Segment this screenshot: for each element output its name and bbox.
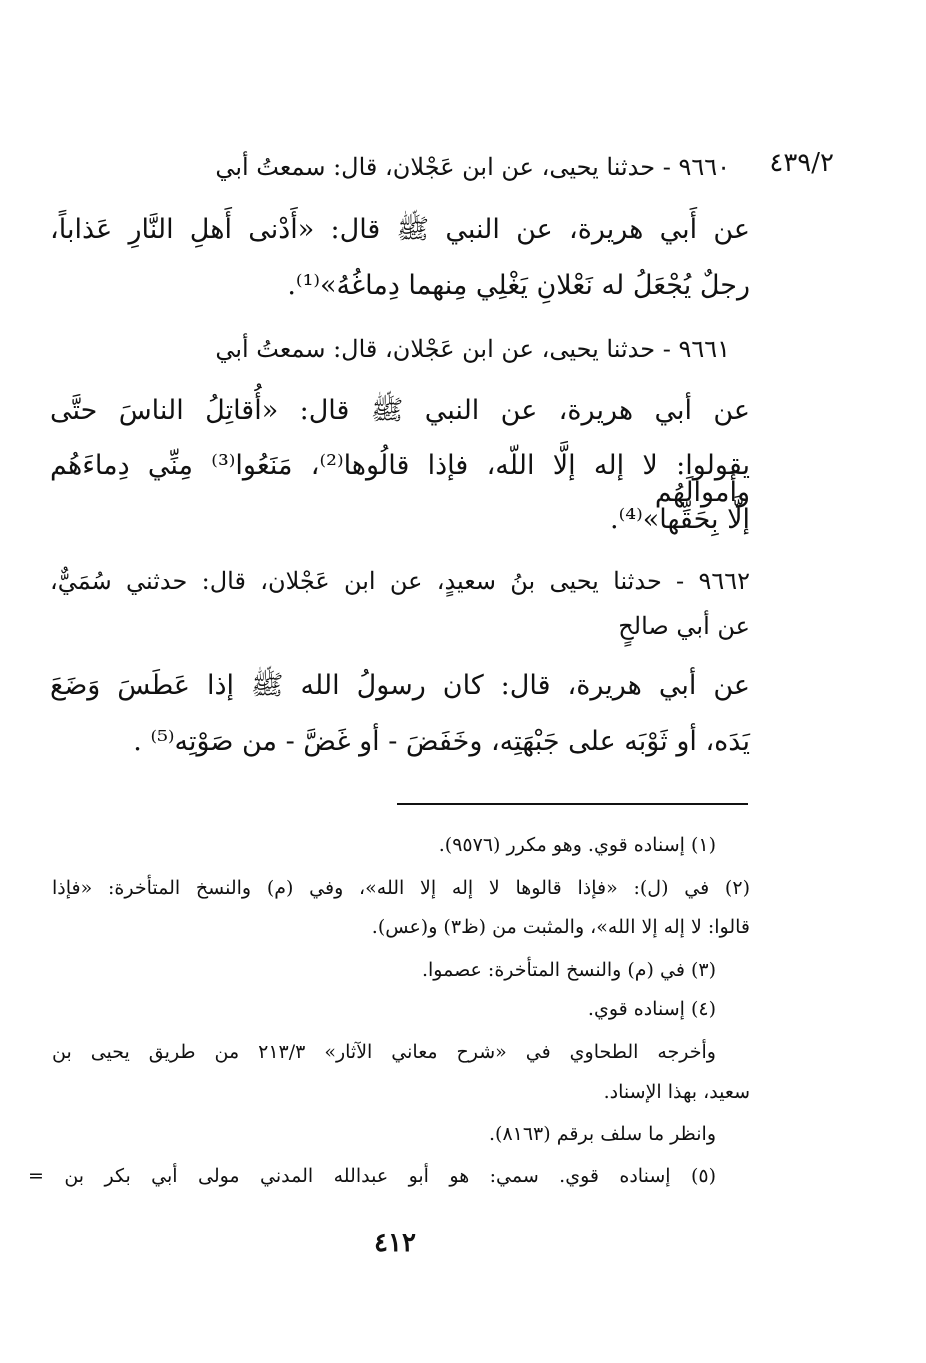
footnote-3: (٣) في (م) والنسخ المتأخرة: عصموا. xyxy=(421,959,716,981)
hadith-9662-matn-line-1: عن أبي هريرة، قال: كان رسولُ الله ﷺ إذا عَطَسَ وَضَعَ xyxy=(50,670,750,701)
hadith-9661-matn-line-3: إلَّا بِحَقِّها»⁽⁴⁾. xyxy=(610,504,750,535)
page-number: ٤١٢ xyxy=(374,1228,416,1258)
hadith-9661-matn-line-1: عن أبي هريرة، عن النبي ﷺ قال: «أُقاتِلُ الناسَ حتَّى xyxy=(50,395,750,426)
hadith-9662-isnad-line-2: عن أبي صالحٍ xyxy=(618,612,750,640)
hadith-9662-isnad-line-1: ٩٦٦٢ - حدثنا يحيى بنُ سعيدٍ، عن ابن عَجْلان، قال: حدثني سُمَيٌّ، xyxy=(50,567,750,595)
footnote-5: (٥) إسناده قوي. سمي: هو أبو عبدالله المدني مولى أبي بكر بن = xyxy=(28,1165,716,1187)
hadith-9660-matn-line-1: عن أَبي هريرة، عن النبي ﷺ قال: «أَدْنى أَهلِ النَّارِ عَذاباً، xyxy=(50,214,750,245)
footnote-2-line-1: (٢) في (ل): «فإذا قالوها لا إله إلا الله»، وفي (م) والنسخ المتأخرة: «فإذا xyxy=(52,877,750,899)
margin-volume-reference: ٤٣٩/٢ xyxy=(769,148,834,178)
footnote-4-line-2: وأخرجه الطحاوي في «شرح معاني الآثار» ٢١٣/٣ من طريق يحيى بن xyxy=(52,1041,716,1063)
hadith-9660-matn-line-2: رجلٌ يُجْعَلُ له نَعْلانِ يَغْلِي مِنهما دِماغُهُ»⁽¹⁾. xyxy=(287,270,750,301)
footnote-4: (٤) إسناده قوي. xyxy=(587,998,716,1020)
footnote-4-line-4: وانظر ما سلف برقم (٨١٦٣). xyxy=(488,1123,716,1145)
hadith-9661-isnad: ٩٦٦١ - حدثنا يحيى، عن ابن عَجْلان، قال: سمعتُ أبي xyxy=(215,335,730,363)
footnote-4-line-3: سعيد، بهذا الإسناد. xyxy=(603,1081,750,1103)
hadith-9660-isnad: ٩٦٦٠ - حدثنا يحيى، عن ابن عَجْلان، قال: سمعتُ أبي xyxy=(215,153,730,181)
hadith-9661-matn-line-2: يقولوا: لا إله إلَّا اللّه، فإذا قالُوها⁽²⁾، مَنَعُوا⁽³⁾ مِنِّي دِماءَهُم وأَموالَهُم xyxy=(50,450,750,508)
footnote-separator xyxy=(397,803,748,805)
footnote-1: (١) إسناده قوي. وهو مكرر (٩٥٧٦). xyxy=(438,834,716,856)
hadith-9662-matn-line-2: يَدَه، أو ثَوْبَه على جَبْهَتِه، وخَفَضَ - أو غَضَّ - من صَوْتِه⁽⁵⁾ . xyxy=(133,726,750,757)
footnote-2-line-2: قالوا: لا إله إلا الله»، والمثبت من (ظ٣) و(عس). xyxy=(371,916,750,938)
